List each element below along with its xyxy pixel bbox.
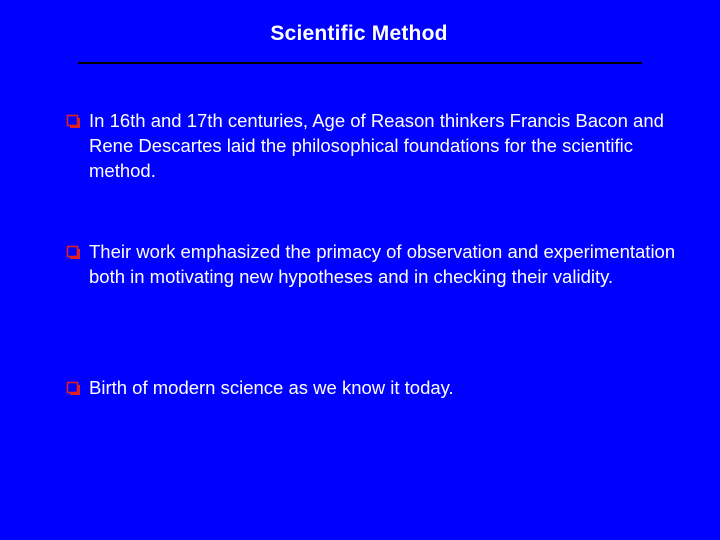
bullet-text: Birth of modern science as we know it today. xyxy=(89,377,454,398)
bullet-text: Their work emphasized the primacy of observation and experimentation both in motivating new hypotheses and in checking their validity. xyxy=(89,241,676,287)
hollow-square-bullet-icon xyxy=(65,380,81,396)
bullet-item xyxy=(65,375,685,400)
bullet-text: In 16th and 17th centuries, Age of Reason thinkers Francis Bacon and Rene Descartes laid the philosophical foundations for the scientific method. xyxy=(89,110,664,181)
slide-title: Scientific Method xyxy=(270,22,448,45)
title-divider xyxy=(78,62,642,64)
hollow-square-bullet-icon xyxy=(65,244,81,260)
hollow-square-bullet-icon xyxy=(65,113,81,129)
bullet-item xyxy=(65,239,685,289)
bullet-item xyxy=(65,108,685,183)
